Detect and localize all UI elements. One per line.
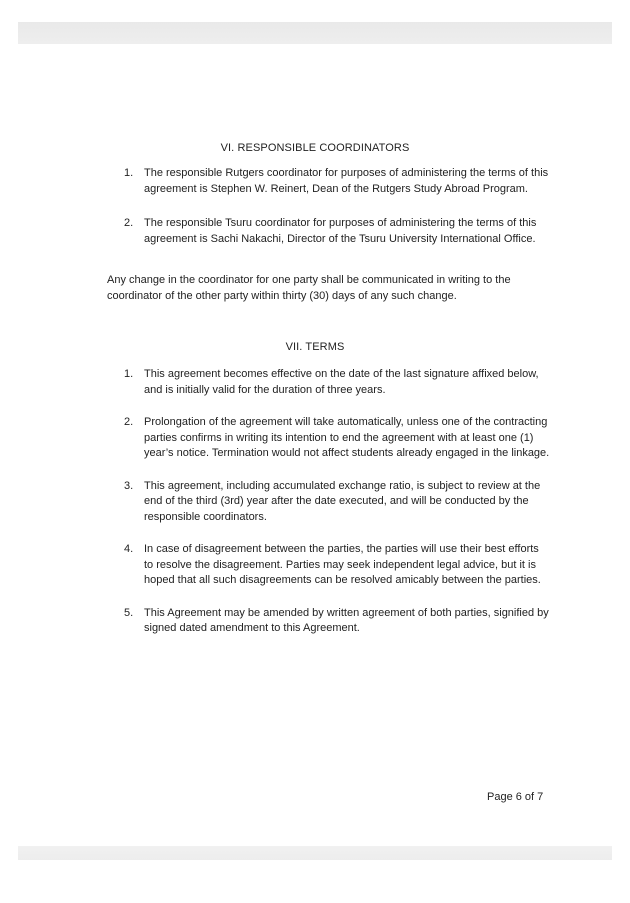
item-text: This agreement becomes effective on the date of the last signature affixed below, and is initially valid for the duration of three years.: [144, 368, 539, 396]
scan-artifact-bottom: [18, 846, 612, 860]
item-number: 1.: [124, 368, 134, 380]
item-text: This agreement, including accumulated exchange ratio, is subject to review at the end of the third (3rd) year after the date executed, and will be conducted by the responsible coordinators.: [144, 479, 541, 523]
list-item: [124, 479, 550, 526]
item-number: 2.: [124, 416, 134, 428]
item-text: In case of disagreement between the parties, the parties will use their best efforts to resolve the disagreement. Parties may seek independent legal advice, but it is hoped that all such disagreements can be resolved amicably between the parties.: [144, 543, 541, 586]
item-number: 1.: [124, 167, 134, 179]
list-item: [124, 216, 550, 247]
item-number: 5.: [124, 606, 134, 619]
list-item: [124, 367, 550, 398]
item-text: The responsible Tsuru coordinator for purposes of administering the terms of this agreement is Sachi Nakachi, Director of the Tsuru University International Office.: [144, 217, 537, 245]
coordinator-change-paragraph: Any change in the coordinator for one party shall be communicated in writing to the coordinator of the other party within thirty (30) days of any such change.: [107, 274, 511, 302]
list-item: [124, 166, 550, 197]
item-text: This Agreement may be amended by written agreement of both parties, signified by signed dated amendment to this Agreement.: [144, 606, 549, 634]
section-heading-responsible-coordinators: VI. RESPONSIBLE COORDINATORS: [220, 142, 410, 154]
terms-list: [124, 367, 550, 637]
page-number: Page 6 of 7: [487, 791, 544, 803]
coordinators-list: [124, 166, 550, 247]
item-text: The responsible Rutgers coordinator for purposes of administering the terms of this agreement is Stephen W. Reinert, Dean of the Rutgers Study Abroad Program.: [144, 167, 549, 195]
item-number: 4.: [124, 543, 134, 555]
list-item: [124, 542, 550, 589]
list-item: [124, 606, 550, 637]
item-number: 3.: [124, 479, 134, 492]
item-number: 2.: [124, 217, 134, 229]
item-text: Prolongation of the agreement will take automatically, unless one of the contracting parties confirms in writing its intention to end the agreement with at least one (1) year’s notice. Termination would not affect students already engaged in the linkage.: [144, 416, 550, 459]
scan-artifact-top: [18, 22, 612, 44]
list-item: [124, 415, 550, 462]
section-heading-terms: VII. TERMS: [285, 341, 345, 353]
